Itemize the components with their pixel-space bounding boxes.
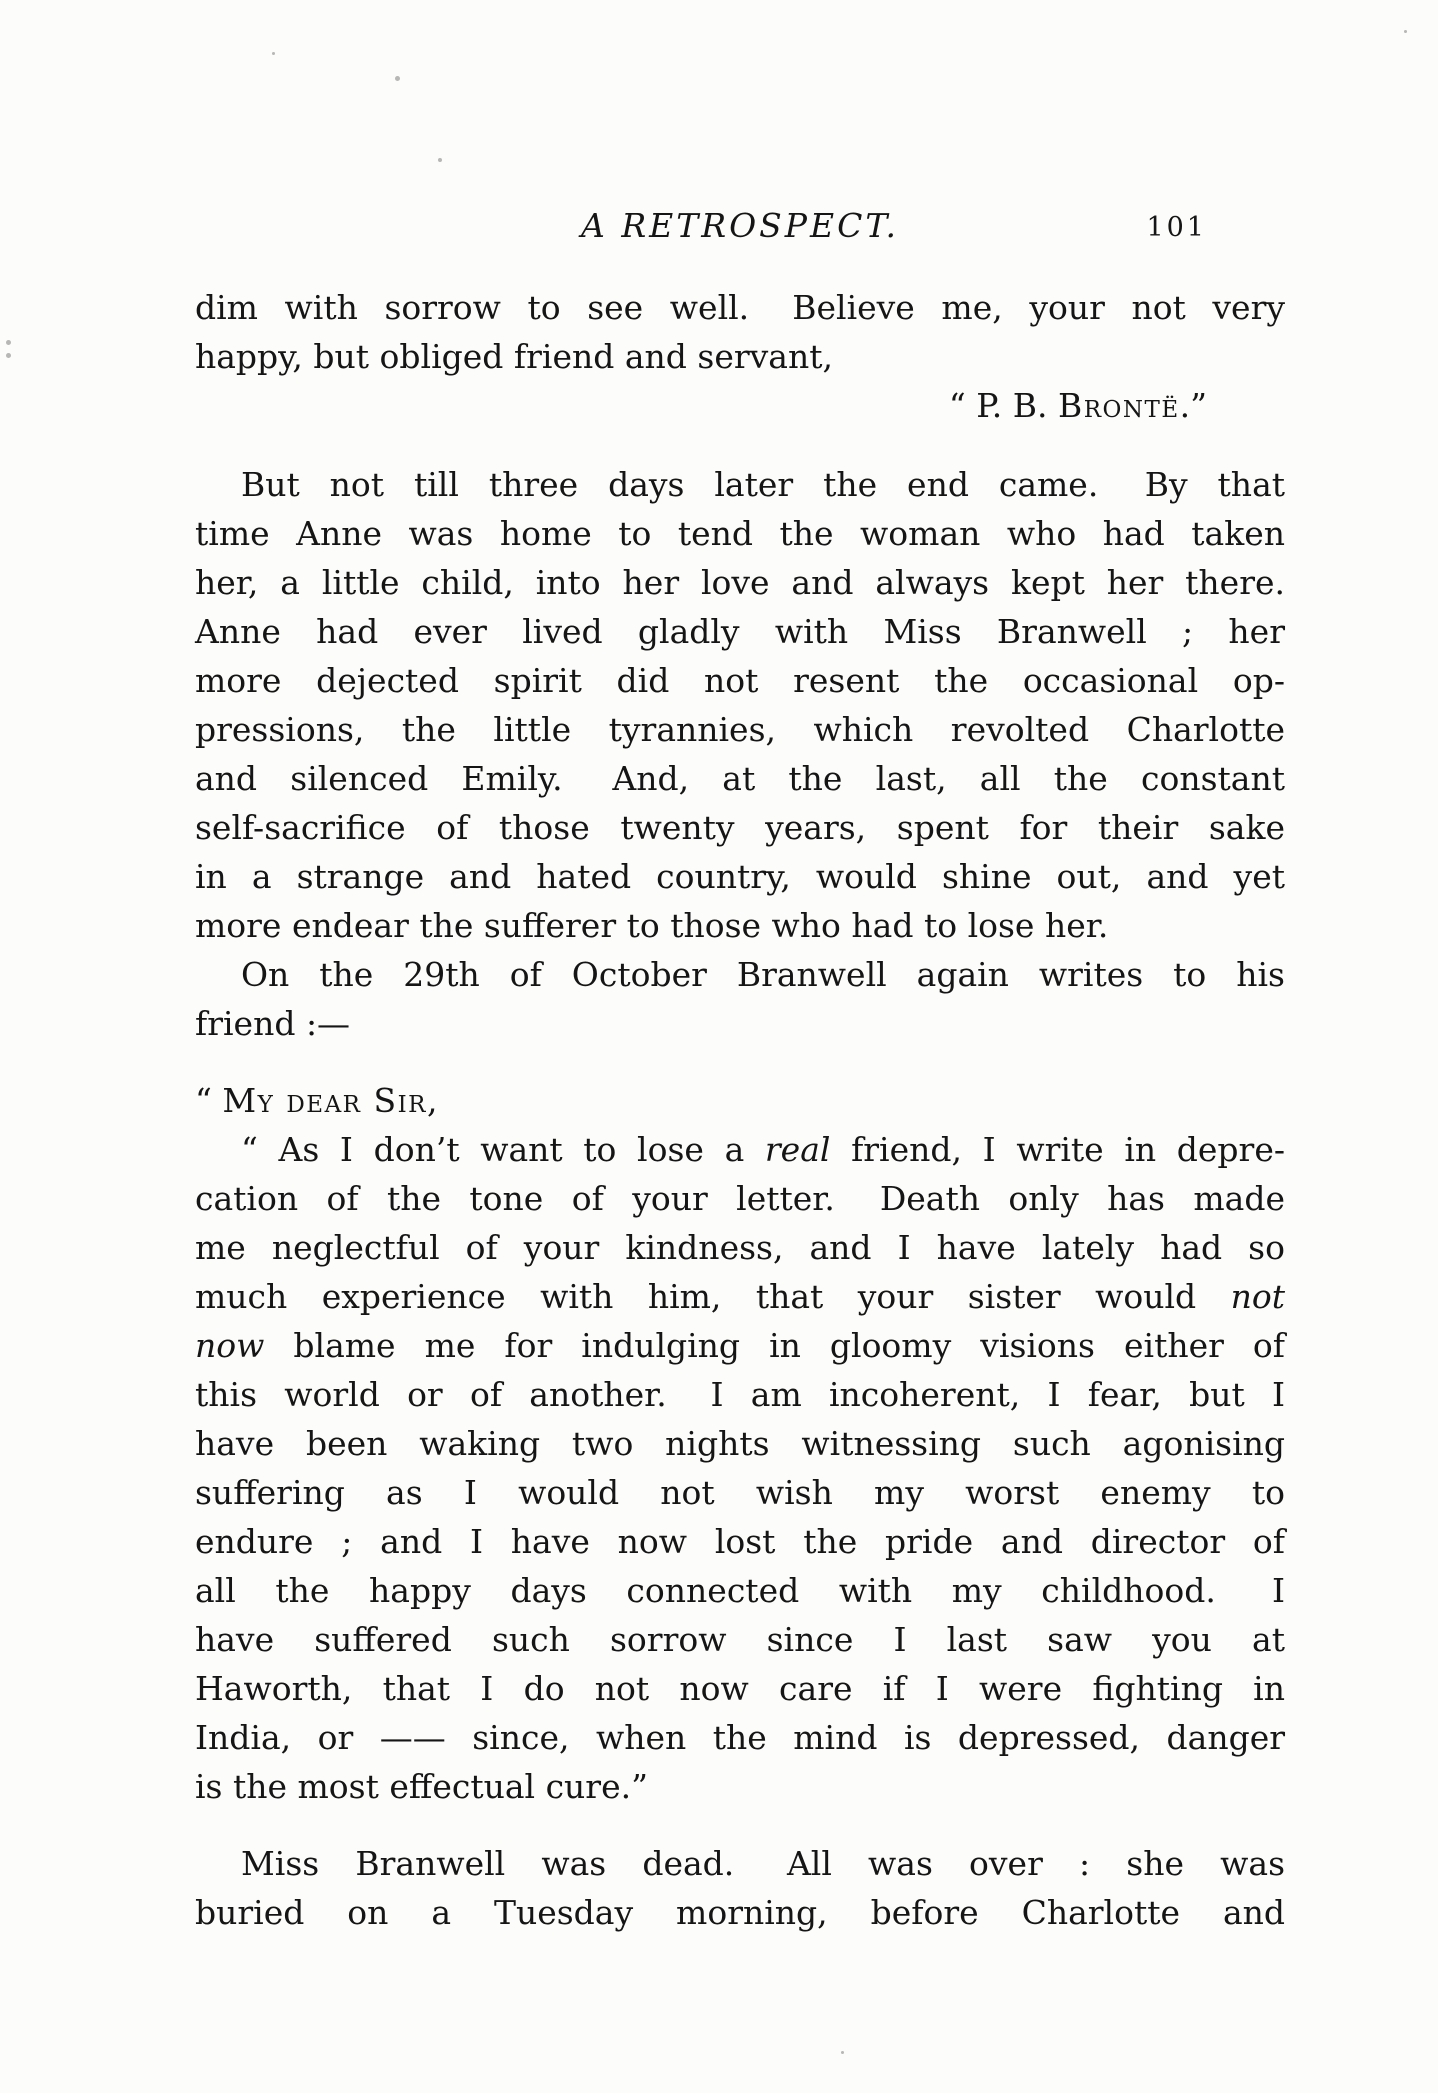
text-line [195,1839,1285,1888]
text-line [195,999,1285,1048]
text-line [195,607,1285,656]
narrative-paragraph-1 [195,460,1285,950]
text-line [195,1664,1285,1713]
text-line [195,950,1285,999]
text-run: cation of the tone of your letter. Death only has made [195,1179,1285,1218]
text-run: “ As I don’t want to lose a [241,1130,765,1169]
scan-speck [841,2051,844,2054]
text-run: Anne had ever lived gladly with Miss Branwell ; her [195,612,1285,651]
text-run: Miss Branwell was dead. All was over : she was [241,1844,1285,1883]
narrative-paragraph-2 [195,950,1285,1048]
text-line [195,1223,1285,1272]
text-run: .” [1179,386,1207,425]
text-run: in a strange and hated country, would shine out, and yet [195,857,1285,896]
text-run: My dear Sir, [222,1081,439,1120]
text-run: Brontë [1057,386,1180,425]
text-line [195,1713,1285,1762]
text-line [195,1174,1285,1223]
text-line [195,1517,1285,1566]
text-line [195,1762,1285,1811]
text-line [195,1370,1285,1419]
text-run: more endear the sufferer to those who had to lose her. [195,906,1109,945]
text-run: time Anne was home to tend the woman who had taken [195,514,1285,553]
scan-speck [6,340,11,345]
text-line [195,852,1285,901]
text-run: On the 29th of October Branwell again writes to his [241,955,1285,994]
text-line [195,803,1285,852]
text-run: “ P. B. [948,386,1058,425]
text-run: is the most effectual cure.” [195,1767,648,1806]
text-line [195,705,1285,754]
text-run: this world or of another. I am incoherent, I fear, but I [195,1375,1285,1414]
text-run: blame me for indulging in gloomy visions either of [264,1326,1285,1365]
text-run: and silenced Emily. And, at the last, all the constant [195,759,1285,798]
text-run: friend :— [195,1004,351,1043]
text-line [195,1272,1285,1321]
scan-speck [6,353,11,358]
text-line [195,754,1285,803]
text-line [195,1419,1285,1468]
text-line [195,332,1285,381]
page-number: 101 [1146,212,1207,243]
text-run: But not till three days later the end came. By that [241,465,1285,504]
text-run: me neglectful of your kindness, and I have lately had so [195,1228,1285,1267]
text-run: happy, but obliged friend and servant, [195,337,833,376]
text-line [195,1468,1285,1517]
text-run: all the happy days connected with my childhood. I [195,1571,1285,1610]
signature-line [195,381,1285,430]
text-run: have been waking two nights witnessing such agonising [195,1424,1285,1463]
text-line [195,460,1285,509]
text-line [195,901,1285,950]
running-header [195,206,1285,245]
text-run: buried on a Tuesday morning, before Charlotte and [195,1893,1285,1932]
text-run: real [764,1130,831,1169]
text-run: have suffered such sorrow since I last saw you at [195,1620,1285,1659]
text-run: pressions, the little tyrannies, which revolted Charlotte [195,710,1285,749]
text-run: friend, I write in depre- [830,1130,1285,1169]
text-run: India, or —— since, when the mind is depressed, danger [195,1718,1285,1757]
scan-speck [395,76,400,81]
page-title: A RETROSPECT. [581,206,899,245]
text-run: “ [195,1081,223,1120]
text-line [195,1888,1285,1937]
text-run: suffering as I would not wish my worst enemy to [195,1473,1285,1512]
text-run: more dejected spirit did not resent the occasional op- [195,661,1285,700]
text-run: not [1230,1277,1285,1316]
text-line [195,1125,1285,1174]
text-run: dim with sorrow to see well. Believe me, your not very [195,288,1285,327]
text-run: Haworth, that I do not now care if I were fighting in [195,1669,1285,1708]
text-line [195,283,1285,332]
scan-speck [272,52,275,55]
text-run: much experience with him, that your sister would [195,1277,1231,1316]
text-run: self-sacrifice of those twenty years, spent for their sake [195,808,1285,847]
text-line [195,1321,1285,1370]
letter-paragraph [195,1076,1285,1811]
text-line [195,509,1285,558]
text-line [195,1566,1285,1615]
final-paragraph [195,1839,1285,1937]
text-run: her, a little child, into her love and always kept her there. [195,563,1285,602]
salutation-line [195,1076,1285,1125]
closing-paragraph [195,283,1285,430]
text-line [195,558,1285,607]
scan-speck [1404,30,1407,33]
text-run: endure ; and I have now lost the pride and director of [195,1522,1285,1561]
text-column [195,283,1285,1937]
text-run: now [195,1326,265,1365]
text-line [195,1615,1285,1664]
scan-speck [438,158,442,162]
text-line [195,656,1285,705]
